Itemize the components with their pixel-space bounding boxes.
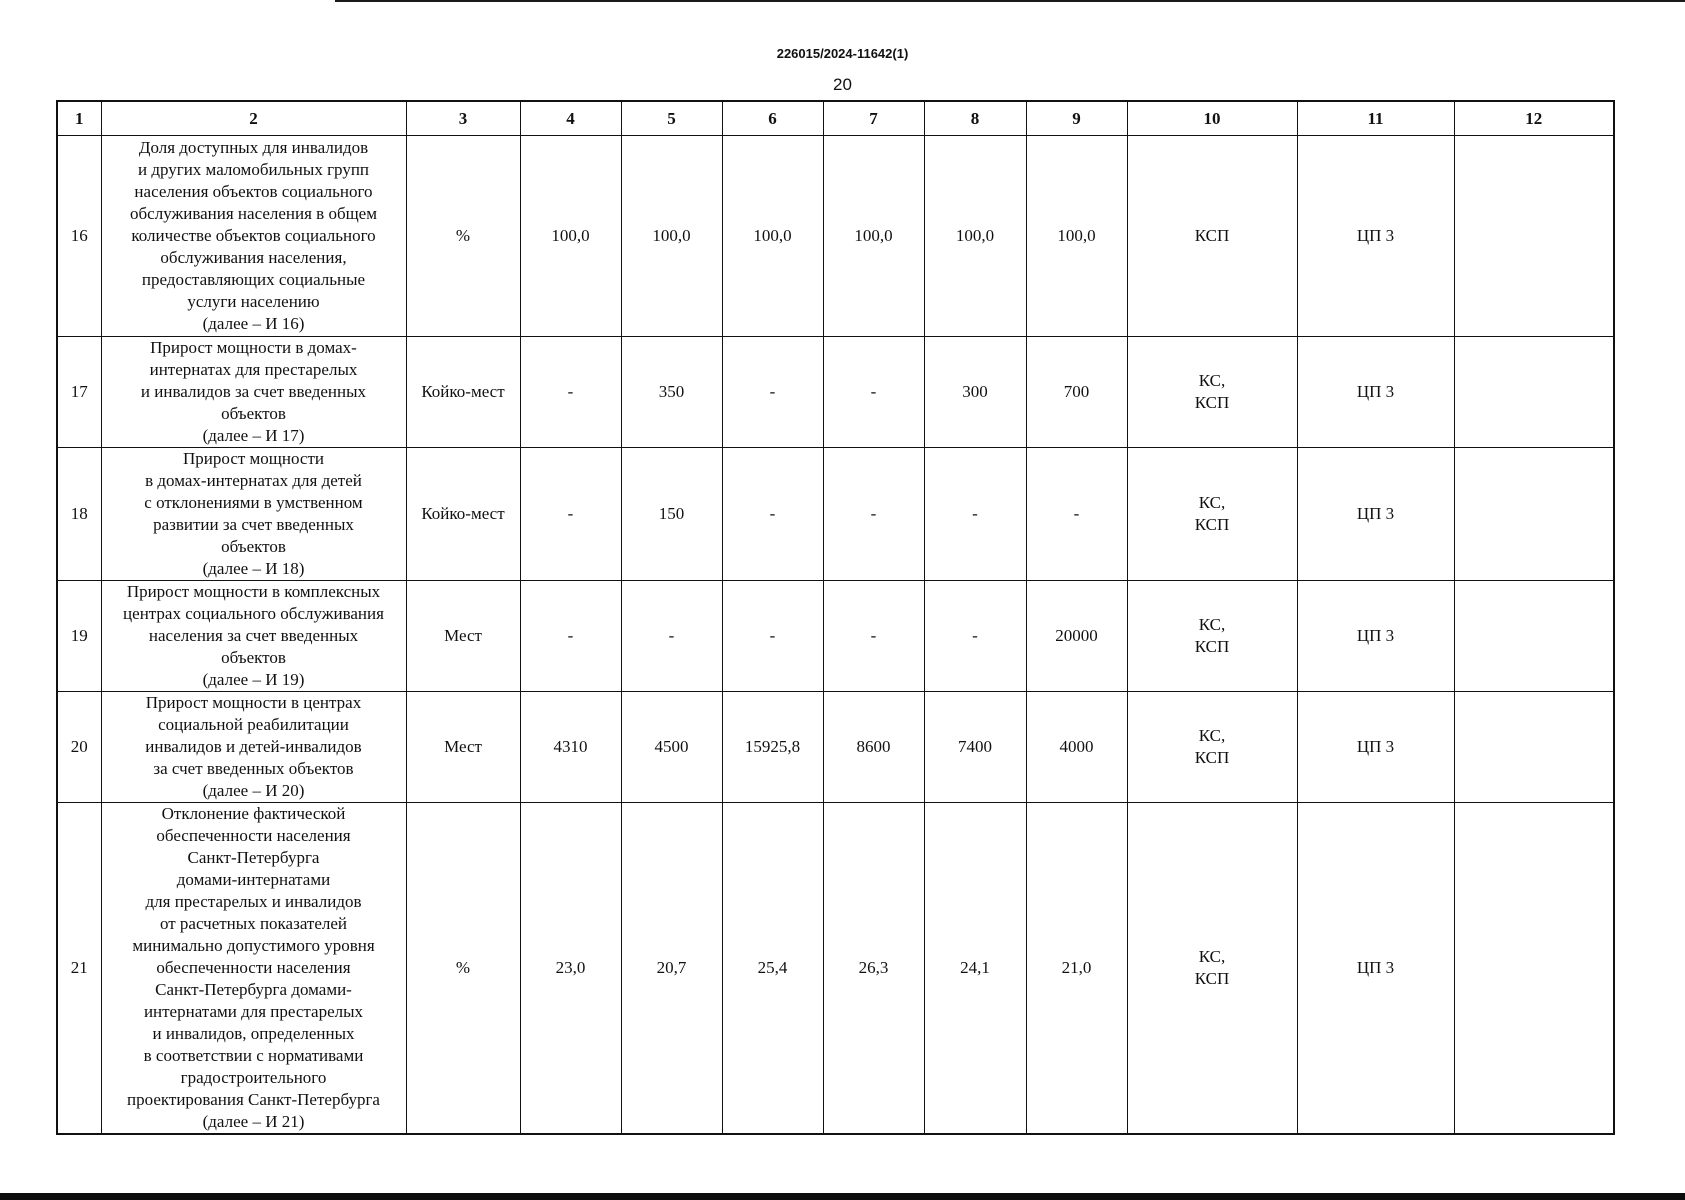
header-col-5: 5 [621, 101, 722, 136]
goal-cell: ЦП 3 [1297, 136, 1454, 337]
value-col-7: - [823, 337, 924, 448]
header-col-6: 6 [722, 101, 823, 136]
responsible-cell: КС, КСП [1127, 581, 1297, 692]
header-col-9: 9 [1026, 101, 1127, 136]
value-col-4: - [520, 581, 621, 692]
goal-cell: ЦП 3 [1297, 448, 1454, 581]
header-col-4: 4 [520, 101, 621, 136]
header-col-3: 3 [406, 101, 520, 136]
page-number: 20 [833, 75, 852, 94]
value-col-9: 21,0 [1026, 803, 1127, 1135]
value-col-6: 100,0 [722, 136, 823, 337]
table-row-18 [57, 448, 1614, 581]
value-col-9: 20000 [1026, 581, 1127, 692]
goal-cell: ЦП 3 [1297, 337, 1454, 448]
table-row-17 [57, 337, 1614, 448]
unit-cell: Мест [406, 692, 520, 803]
value-col-8: 24,1 [924, 803, 1026, 1135]
value-col-9: 100,0 [1026, 136, 1127, 337]
value-col-5: 4500 [621, 692, 722, 803]
responsible-cell: КСП [1127, 136, 1297, 337]
note-cell [1454, 136, 1614, 337]
row-number: 20 [57, 692, 101, 803]
value-col-8: - [924, 448, 1026, 581]
note-cell [1454, 692, 1614, 803]
indicator-description: Прирост мощности в центрах социальной реабилитации инвалидов и детей-инвалидов за счет введенных объектов (далее – И 20) [101, 692, 406, 803]
note-cell [1454, 448, 1614, 581]
value-col-5: 20,7 [621, 803, 722, 1135]
value-col-8: 7400 [924, 692, 1026, 803]
responsible-cell: КС, КСП [1127, 803, 1297, 1135]
goal-cell: ЦП 3 [1297, 803, 1454, 1135]
responsible-cell: КС, КСП [1127, 337, 1297, 448]
responsible-cell: КС, КСП [1127, 448, 1297, 581]
indicator-description: Прирост мощности в домах- интернатах для престарелых и инвалидов за счет введенных объектов (далее – И 17) [101, 337, 406, 448]
value-col-8: 100,0 [924, 136, 1026, 337]
goal-cell: ЦП 3 [1297, 692, 1454, 803]
value-col-8: 300 [924, 337, 1026, 448]
row-number: 18 [57, 448, 101, 581]
header-col-10: 10 [1127, 101, 1297, 136]
row-number: 19 [57, 581, 101, 692]
value-col-5: 350 [621, 337, 722, 448]
value-col-6: - [722, 448, 823, 581]
responsible-cell: КС, КСП [1127, 692, 1297, 803]
indicators-table [56, 100, 1615, 1135]
note-cell [1454, 337, 1614, 448]
goal-cell: ЦП 3 [1297, 581, 1454, 692]
value-col-4: 100,0 [520, 136, 621, 337]
table-row-21 [57, 803, 1614, 1135]
table-row-19 [57, 581, 1614, 692]
value-col-6: 15925,8 [722, 692, 823, 803]
value-col-9: - [1026, 448, 1127, 581]
unit-cell: Койко-мест [406, 337, 520, 448]
note-cell [1454, 803, 1614, 1135]
unit-cell: Мест [406, 581, 520, 692]
value-col-7: - [823, 581, 924, 692]
unit-cell: % [406, 136, 520, 337]
header-col-8: 8 [924, 101, 1026, 136]
value-col-5: 150 [621, 448, 722, 581]
value-col-7: - [823, 448, 924, 581]
row-number: 16 [57, 136, 101, 337]
table-row-16 [57, 136, 1614, 337]
header-row [57, 101, 1614, 136]
value-col-4: - [520, 448, 621, 581]
value-col-7: 26,3 [823, 803, 924, 1135]
table-row-20 [57, 692, 1614, 803]
value-col-9: 700 [1026, 337, 1127, 448]
indicator-description: Доля доступных для инвалидов и других маломобильных групп населения объектов социального обслуживания населения в общем количестве объектов социального обслуживания населения, предоставляющих социальные услуги населению (далее – И 16) [101, 136, 406, 337]
value-col-8: - [924, 581, 1026, 692]
value-col-6: - [722, 581, 823, 692]
header-col-7: 7 [823, 101, 924, 136]
registration-number: 226015/2024-11642(1) [776, 46, 909, 61]
scan-edge-bottom [0, 1193, 1685, 1200]
value-col-7: 8600 [823, 692, 924, 803]
indicator-description: Прирост мощности в домах-интернатах для детей с отклонениями в умственном развитии за счет введенных объектов (далее – И 18) [101, 448, 406, 581]
unit-cell: % [406, 803, 520, 1135]
value-col-4: - [520, 337, 621, 448]
value-col-4: 23,0 [520, 803, 621, 1135]
unit-cell: Койко-мест [406, 448, 520, 581]
value-col-5: - [621, 581, 722, 692]
value-col-7: 100,0 [823, 136, 924, 337]
row-number: 21 [57, 803, 101, 1135]
header-col-2: 2 [101, 101, 406, 136]
row-number: 17 [57, 337, 101, 448]
indicator-description: Прирост мощности в комплексных центрах социального обслуживания населения за счет введенных объектов (далее – И 19) [101, 581, 406, 692]
header-col-11: 11 [1297, 101, 1454, 136]
value-col-9: 4000 [1026, 692, 1127, 803]
value-col-6: - [722, 337, 823, 448]
value-col-5: 100,0 [621, 136, 722, 337]
scan-edge-top [335, 0, 1685, 2]
header-col-12: 12 [1454, 101, 1614, 136]
indicator-description: Отклонение фактической обеспеченности населения Санкт-Петербурга домами-интернатами для престарелых и инвалидов от расчетных показателей минимально допустимого уровня обеспеченности населения Санкт-Петербурга домами- интернатами для престарелых и инвалидов, определенных в соответствии с нормативами градостроительного проектирования Санкт-Петербурга (далее – И 21) [101, 803, 406, 1135]
header-col-1: 1 [57, 101, 101, 136]
value-col-6: 25,4 [722, 803, 823, 1135]
value-col-4: 4310 [520, 692, 621, 803]
note-cell [1454, 581, 1614, 692]
